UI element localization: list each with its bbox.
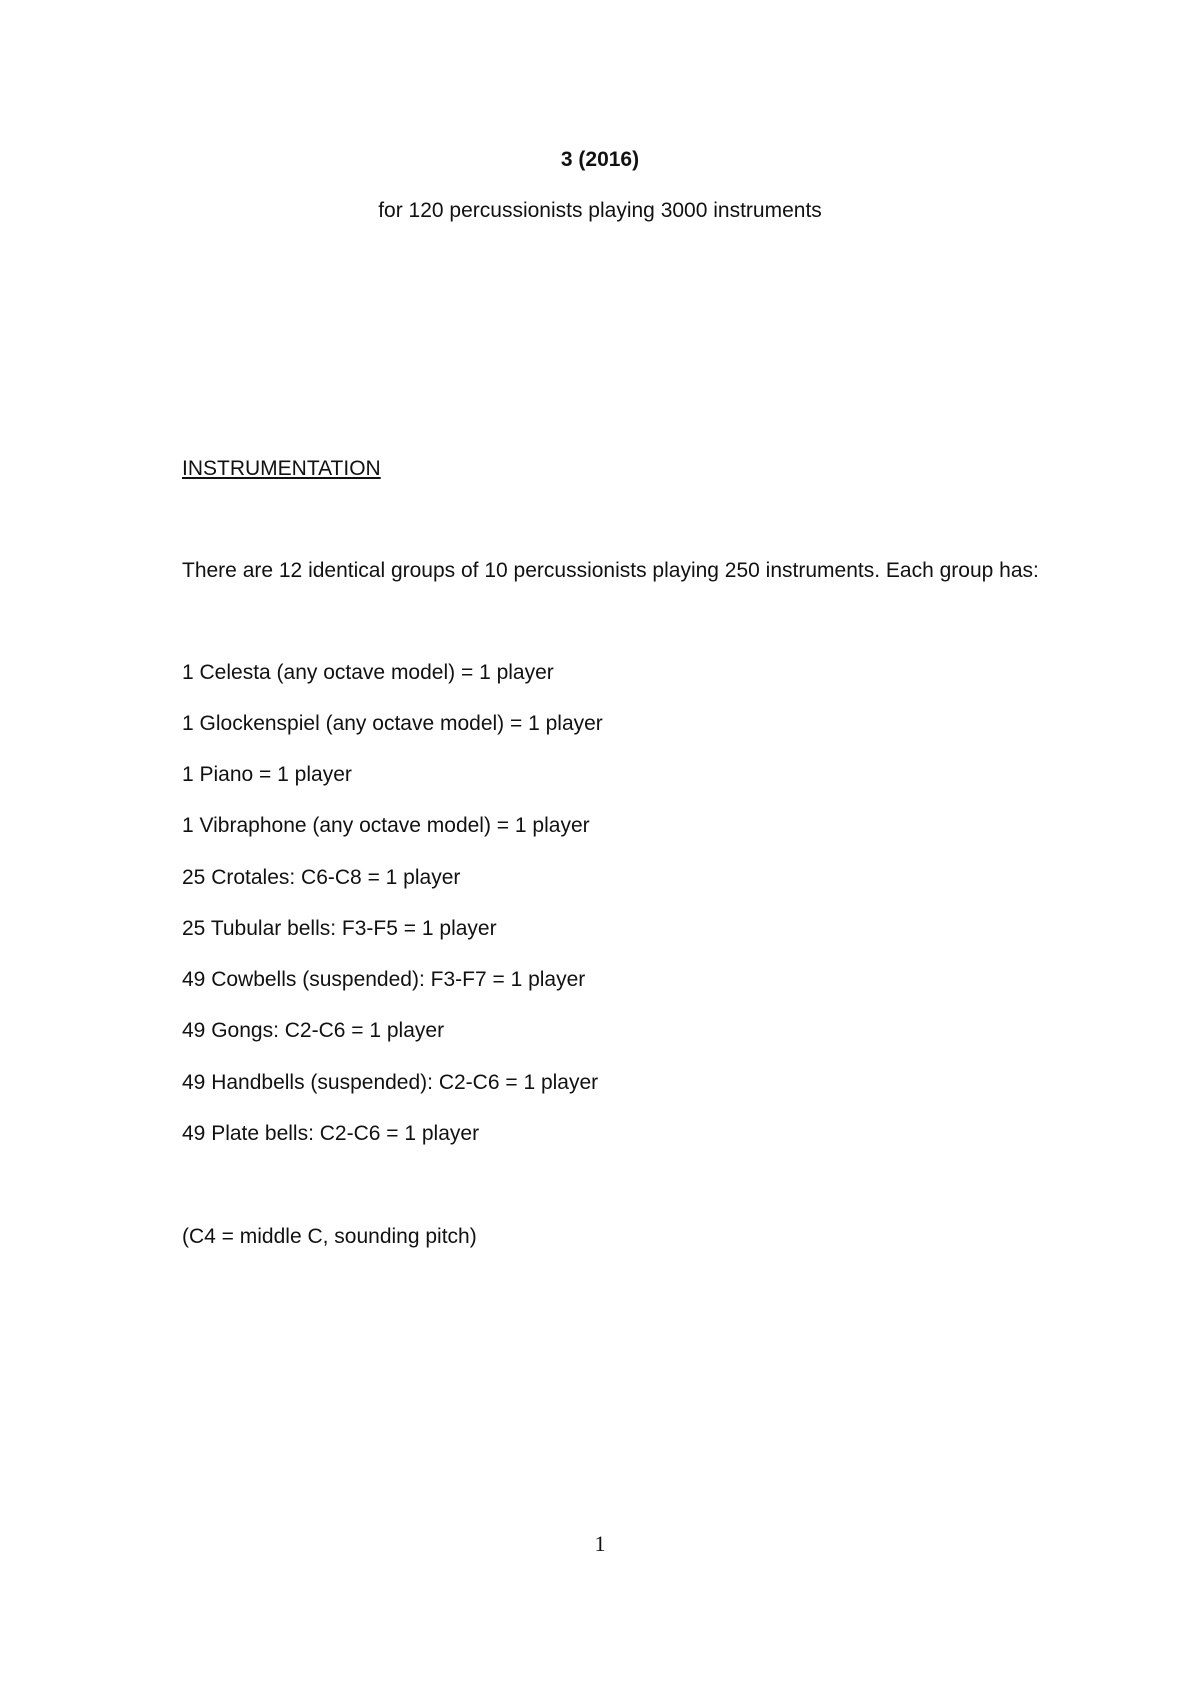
page-number: 1	[594, 1531, 606, 1556]
instrument-list-item: 49 Handbells (suspended): C2-C6 = 1 player	[182, 1071, 599, 1094]
instrument-list-item: 49 Cowbells (suspended): F3-F7 = 1 player	[182, 968, 586, 991]
instrument-list-item: 1 Vibraphone (any octave model) = 1 player	[182, 814, 590, 837]
instrument-list-item: 1 Piano = 1 player	[182, 763, 352, 786]
instrument-list-item: 1 Celesta (any octave model) = 1 player	[182, 661, 554, 684]
instrument-list-item: 49 Plate bells: C2-C6 = 1 player	[182, 1122, 480, 1145]
instrument-list-item: 49 Gongs: C2-C6 = 1 player	[182, 1019, 445, 1042]
document-title: 3 (2016)	[560, 148, 640, 171]
instrument-list-item: 1 Glockenspiel (any octave model) = 1 player	[182, 712, 603, 735]
instrument-list-item: 25 Tubular bells: F3-F5 = 1 player	[182, 917, 497, 940]
intro-paragraph: There are 12 identical groups of 10 percussionists playing 250 instruments. Each group has:	[182, 559, 1039, 582]
document-subtitle: for 120 percussionists playing 3000 instruments	[378, 199, 822, 222]
section-heading: INSTRUMENTATION	[182, 457, 381, 480]
instrument-list-item: 25 Crotales: C6-C8 = 1 player	[182, 866, 461, 889]
pitch-note: (C4 = middle C, sounding pitch)	[182, 1225, 477, 1248]
